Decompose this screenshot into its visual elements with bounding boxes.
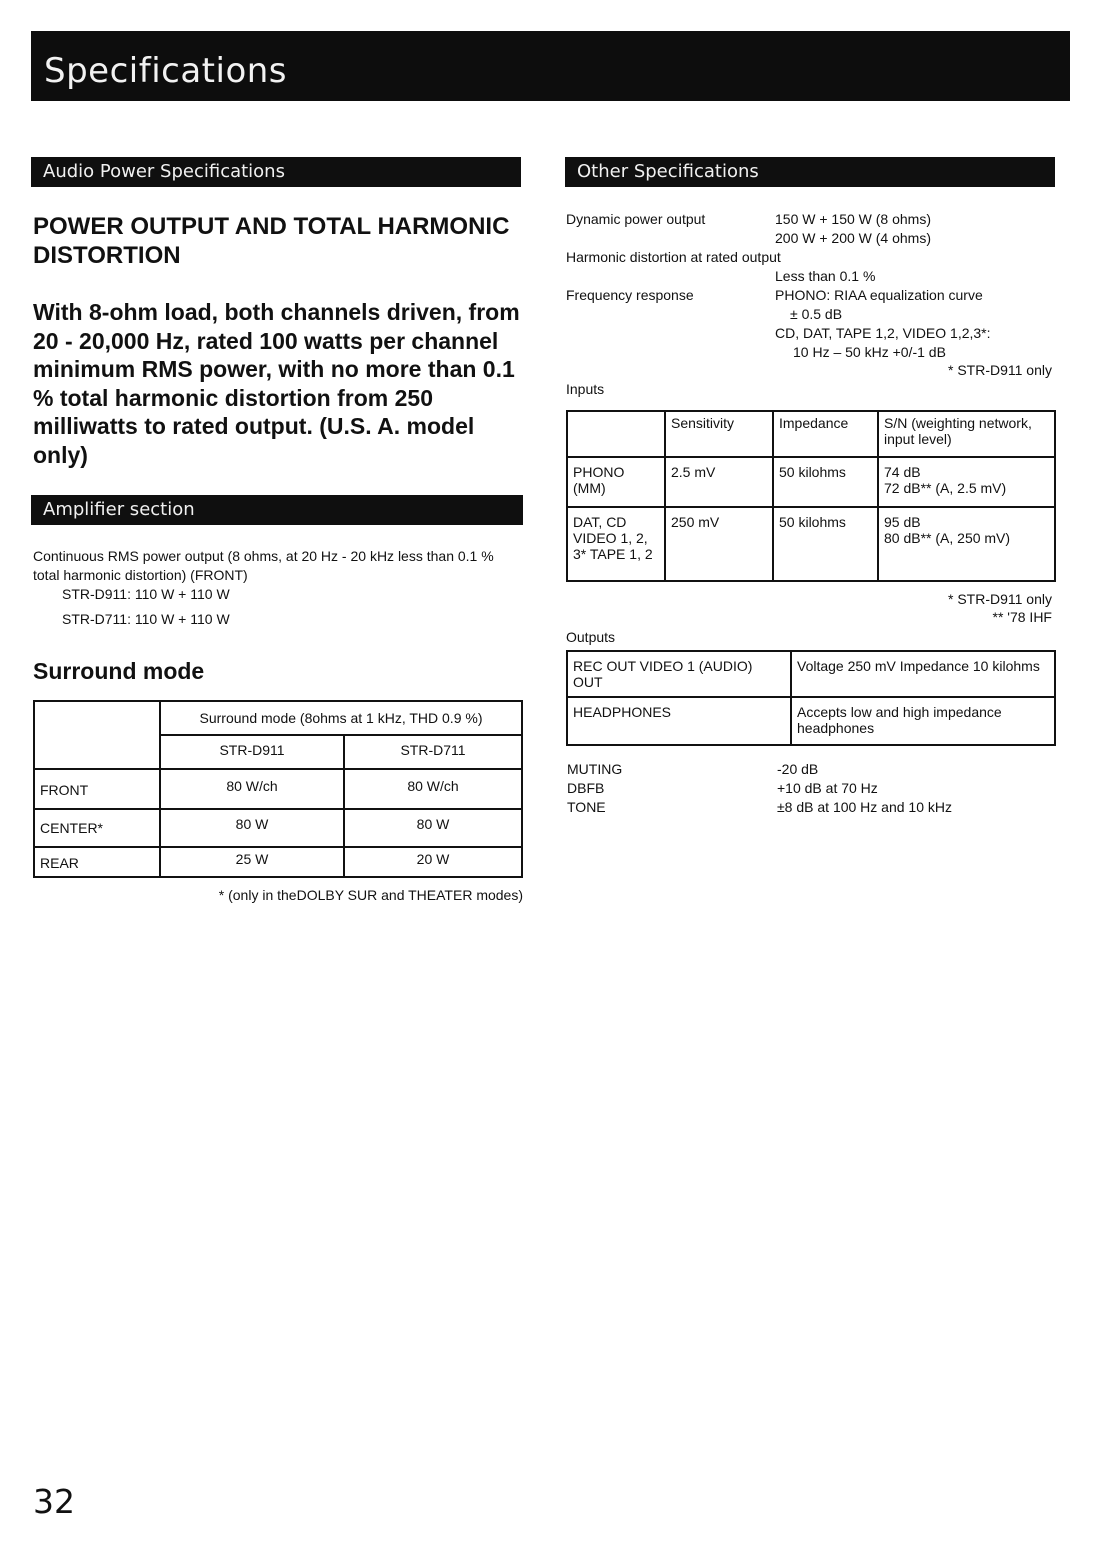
continuous-power-text: Continuous RMS power output (8 ohms, at 20 Hz - 20 kHz less than 0.1 % total harmonic distortion) (FRONT) [33, 548, 494, 583]
inputs-label: Inputs [566, 381, 605, 397]
header-sensitivity: Sensitivity [665, 411, 773, 457]
str-d911-power: STR-D911: 110 W + 110 W [62, 586, 230, 602]
row-label: DAT, CD VIDEO 1, 2, 3* TAPE 1, 2 [567, 507, 665, 581]
page-title-banner [31, 31, 1070, 101]
col-str-d711: STR-D711 [344, 735, 522, 769]
audio-power-section-bar [31, 157, 521, 187]
outputs-table [566, 650, 1056, 746]
other-specs-section-title: Other Specifications [577, 161, 759, 182]
tone-value: ±8 dB at 100 Hz and 10 kHz [777, 799, 953, 815]
row-sn-weighted: 72 dB** (A, 2.5 mV) [884, 480, 1007, 496]
amplifier-section-title: Amplifier section [43, 499, 195, 520]
frequency-response-tolerance: ± 0.5 dB [790, 306, 843, 322]
harmonic-distortion-value: Less than 0.1 % [775, 268, 876, 284]
row-sn-value: 95 dB [884, 514, 921, 530]
row-value: 80 W [344, 809, 522, 847]
dynamic-power-value-1: 150 W + 150 W (8 ohms) [775, 211, 932, 227]
row-label: FRONT [34, 769, 160, 809]
table-row [567, 457, 1055, 507]
dbfb-label: DBFB [567, 780, 605, 796]
muting-value: -20 dB [777, 761, 819, 777]
other-specs-section-bar [565, 157, 1055, 187]
surround-mode-heading: Surround mode [33, 658, 205, 684]
row-sn-value: 74 dB [884, 464, 921, 480]
frequency-response-sources: CD, DAT, TAPE 1,2, VIDEO 1,2,3*: [775, 325, 991, 341]
col-str-d911: STR-D911 [160, 735, 344, 769]
row-sensitivity: 2.5 mV [665, 457, 773, 507]
inputs-note-2: ** '78 IHF [992, 609, 1052, 625]
row-impedance: 50 kilohms [773, 457, 878, 507]
frequency-response-phono: PHONO: RIAA equalization curve [775, 287, 983, 303]
row-value: 80 W/ch [160, 769, 344, 809]
row-label: PHONO (MM) [567, 457, 665, 507]
audio-power-section-title: Audio Power Specifications [43, 161, 285, 182]
header-sn: S/N (weighting network, input level) [878, 411, 1055, 457]
frequency-response-label: Frequency response [566, 287, 694, 303]
rated-power-statement: With 8-ohm load, both channels driven, from 20 - 20,000 Hz, rated 100 watts per channel minimum RMS power, with no more than 0.1 % total harmonic distortion from 250 milliwatts to rated output. (U.S. A. model only) [33, 299, 520, 468]
power-output-heading: POWER OUTPUT AND TOTAL HARMONIC DISTORTION [33, 213, 510, 269]
row-sn [878, 507, 1055, 581]
table-row [567, 651, 1055, 697]
table-row [34, 847, 522, 877]
row-label: HEADPHONES [567, 697, 791, 745]
row-impedance: 50 kilohms [773, 507, 878, 581]
table-row [567, 507, 1055, 581]
inputs-table [566, 410, 1056, 582]
page-title: Specifications [44, 51, 288, 91]
surround-footnote: * (only in theDOLBY SUR and THEATER modes) [218, 887, 523, 903]
tone-label: TONE [567, 799, 606, 815]
dbfb-value: +10 dB at 70 Hz [777, 780, 878, 796]
row-value: 20 W [344, 847, 522, 877]
row-value: Accepts low and high impedance headphones [791, 697, 1055, 745]
inputs-note-1: * STR-D911 only [947, 591, 1052, 607]
muting-label: MUTING [567, 761, 623, 777]
page-number: 32 [33, 1482, 75, 1521]
row-label: REAR [34, 847, 160, 877]
row-sn-weighted: 80 dB** (A, 250 mV) [884, 530, 1011, 546]
row-value: 25 W [160, 847, 344, 877]
amplifier-section-bar [31, 495, 523, 525]
str-d711-power: STR-D711: 110 W + 110 W [62, 611, 230, 627]
frequency-response-range: 10 Hz – 50 kHz +0/-1 dB [793, 344, 946, 360]
table-corner-cell [567, 411, 665, 457]
dynamic-power-value-2: 200 W + 200 W (4 ohms) [775, 230, 932, 246]
header-impedance: Impedance [773, 411, 878, 457]
surround-group-header: Surround mode (8ohms at 1 kHz, THD 0.9 %) [160, 701, 522, 735]
outputs-label: Outputs [566, 629, 616, 645]
row-value: Voltage 250 mV Impedance 10 kilohms [791, 651, 1055, 697]
frequency-response-note: * STR-D911 only [947, 362, 1052, 378]
dynamic-power-label: Dynamic power output [566, 211, 706, 227]
table-row [34, 769, 522, 809]
table-row [34, 809, 522, 847]
row-label: CENTER* [34, 809, 160, 847]
surround-mode-table [33, 700, 523, 878]
row-value: 80 W/ch [344, 769, 522, 809]
row-sensitivity: 250 mV [665, 507, 773, 581]
row-label: REC OUT VIDEO 1 (AUDIO) OUT [567, 651, 791, 697]
row-sn [878, 457, 1055, 507]
table-corner-cell [34, 701, 160, 769]
table-row [567, 697, 1055, 745]
row-value: 80 W [160, 809, 344, 847]
harmonic-distortion-label: Harmonic distortion at rated output [566, 249, 781, 265]
